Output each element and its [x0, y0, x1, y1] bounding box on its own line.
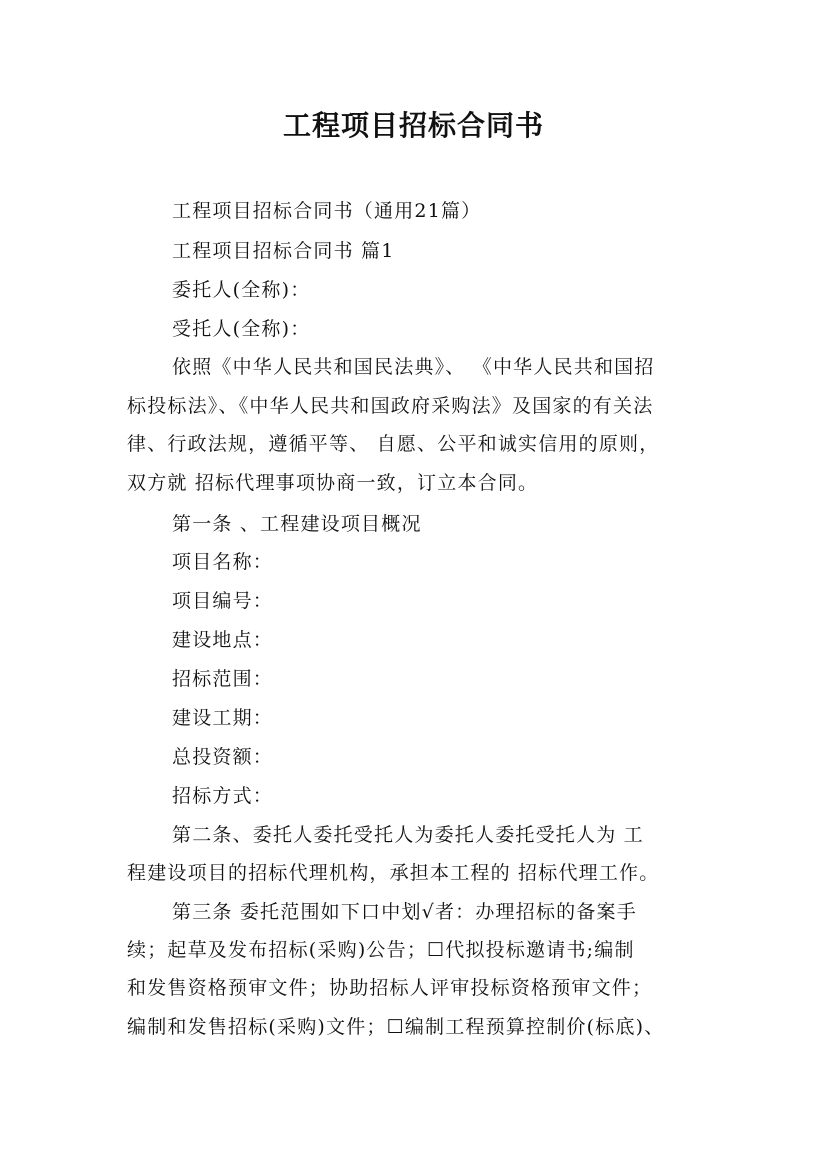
paragraph-line: 续；起草及发布招标(采购)公告；☐代拟投标邀请书;编制: [127, 939, 635, 961]
subtitle-line: 工程项目招标合同书（通用21篇）: [172, 200, 482, 222]
project-name-field: 项目名称：: [172, 551, 274, 573]
paragraph-line: 律、行政法规，遵循平等、 自愿、公平和诚实信用的原则，: [127, 433, 660, 455]
method-field: 招标方式：: [172, 785, 274, 807]
paragraph-line: 双方就 招标代理事项协商一致，订立本合同。: [127, 472, 539, 494]
paragraph-line: 编制和发售招标(采购)文件；☐编制工程预算控制价(标底)、: [127, 1016, 665, 1038]
location-field: 建设地点：: [172, 629, 274, 651]
article-heading: 第一条 、工程建设项目概况: [172, 513, 422, 535]
paragraph-line: 第二条、委托人委托受托人为委托人委托受托人为 工: [172, 824, 644, 846]
investment-field: 总投资额：: [172, 746, 274, 768]
paragraph-line: 标投标法》、《中华人民共和国政府采购法》及国家的有关法: [127, 395, 654, 417]
paragraph-line: 依照《中华人民共和国民法典》、 《中华人民共和国招: [172, 356, 655, 378]
section-heading: 工程项目招标合同书 篇1: [172, 240, 395, 262]
duration-field: 建设工期：: [172, 707, 274, 729]
document-title: 工程项目招标合同书: [282, 109, 544, 142]
paragraph-line: 第三条 委托范围如下口中划√者：办理招标的备案手: [172, 901, 637, 923]
scope-field: 招标范围：: [172, 668, 274, 690]
agent-field: 受托人(全称)：: [172, 318, 311, 340]
project-number-field: 项目编号：: [172, 590, 274, 612]
paragraph-line: 程建设项目的招标代理机构，承担本工程的 招标代理工作。: [127, 862, 660, 884]
paragraph-line: 和发售资格预审文件；协助招标人评审投标资格预审文件；: [127, 977, 653, 999]
client-field: 委托人(全称)：: [172, 279, 311, 301]
